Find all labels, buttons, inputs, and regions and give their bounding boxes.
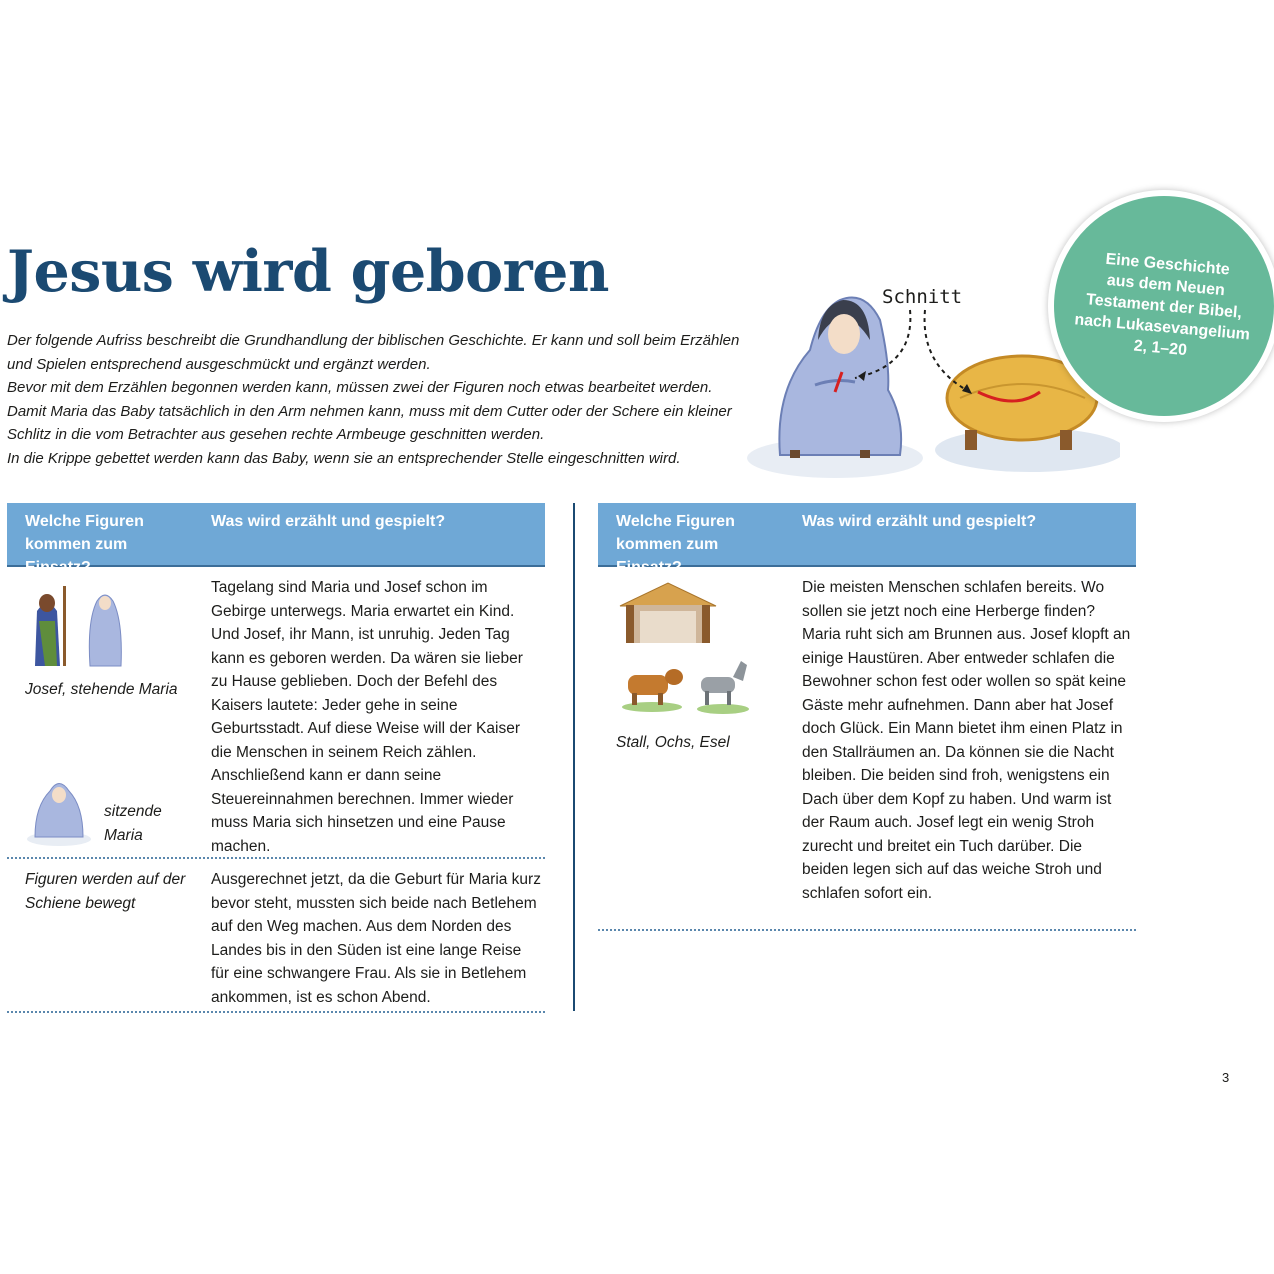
table-row xyxy=(7,567,545,859)
page-title: Jesus wird geboren xyxy=(7,238,609,305)
table-row xyxy=(7,859,545,1013)
ox-figure xyxy=(618,657,686,713)
table-row xyxy=(598,567,1136,931)
stable-figure xyxy=(618,581,718,646)
story-text: Tagelang sind Maria und Josef schon im Gebirge unterwegs. Maria erwartet ein Kind. Und Josef, ihr Mann, ist unruhig. Jeden Tag kann es geboren werden. Da wären sie lieber zu Hause geblieben. Doch der Befehl des Kaisers lautete: Jeder gehe in seine Geburtsstadt. Auf diese Weise will der Kaiser die Menschen in seinem Reich zählen. Anschließend kann er dann seine Steuereinnahmen berechnen. Immer wieder muss Maria sich hinsetzen und eine Pause machen. xyxy=(211,579,523,855)
seated-maria-figure xyxy=(25,771,93,846)
donkey-figure xyxy=(693,655,753,715)
right-table xyxy=(598,503,1136,931)
intro-text xyxy=(7,329,747,470)
intro-paragraph: Bevor mit dem Erzählen begonnen werden kann, müssen zwei der Figuren noch etwas bearbeitet werden. Damit Maria das Baby tatsächlich in den Arm nehmen kann, muss mit dem Cutter oder der Schere ein kleiner Schlitz in die vom Betrachter aus gesehen rechte Armbeuge geschnitten werden. xyxy=(7,379,732,443)
column-divider xyxy=(573,503,575,1011)
figure-caption: Stall, Ochs, Esel xyxy=(616,734,730,751)
table-header xyxy=(598,503,1136,576)
figure-caption: Figuren werden auf der Schiene bewegt xyxy=(25,871,186,912)
story-text: Ausgerechnet jetzt, da die Geburt für Maria kurz bevor steht, mussten sich beide nach Betlehem auf den Weg machen. Aus dem Norden des Landes bis in den Süden ist eine lange Reise für eine schwangere Frau. Als sie in Betlehem ankommen, ist es schon Abend. xyxy=(211,871,541,1006)
josef-standing-maria-figures xyxy=(25,581,130,671)
story-badge xyxy=(1048,190,1274,422)
header-story: Was wird erzählt und gespielt? xyxy=(802,513,1037,530)
header-story: Was wird erzählt und gespielt? xyxy=(211,513,446,530)
intro-paragraph: In die Krippe gebettet werden kann das Baby, wenn sie an entsprechender Stelle eingeschnitten wird. xyxy=(7,449,681,467)
cut-label: Schnitt xyxy=(882,286,963,308)
figure-caption: sitzende Maria xyxy=(104,803,162,844)
header-figures: Welche Figuren kommen zum Einsatz? xyxy=(616,513,735,576)
table-header xyxy=(7,503,545,576)
story-text: Die meisten Menschen schlafen bereits. Wo sollen sie jetzt noch eine Herberge finden? Maria ruht sich am Brunnen aus. Josef klopft an einige Haustüren. Aber entweder schlafen die Bewohner schon fest oder wollen so spät keine Gäste mehr aufnehmen. Dann aber hat Josef doch Glück. Ein Mann bietet ihm einen Platz in den Stallräumen an. Da können sie die Nacht bleiben. Die beiden sind froh, wenigstens ein Dach über dem Kopf zu haben. Und warm ist der Raum auch. Josef legt ein wenig Stroh zurecht und breitet ein Tuch darüber. Die beiden legen sich auf das weiche Stroh und schlafen sofort ein. xyxy=(802,579,1131,902)
figure-caption: Josef, stehende Maria xyxy=(25,681,178,698)
left-table xyxy=(7,503,545,1013)
story-badge-text: Eine Geschichte aus dem Neuen Testament der Bibel, nach Lukasevangelium 2, 1–20 xyxy=(1073,250,1251,359)
page-number: 3 xyxy=(1222,1070,1230,1085)
header-figures: Welche Figuren kommen zum Einsatz? xyxy=(25,513,144,576)
intro-paragraph: Der folgende Aufriss beschreibt die Grundhandlung der biblischen Geschichte. Er kann und soll beim Erzählen und Spielen entsprechend ausgeschmückt und ergänzt werden. xyxy=(7,332,740,373)
